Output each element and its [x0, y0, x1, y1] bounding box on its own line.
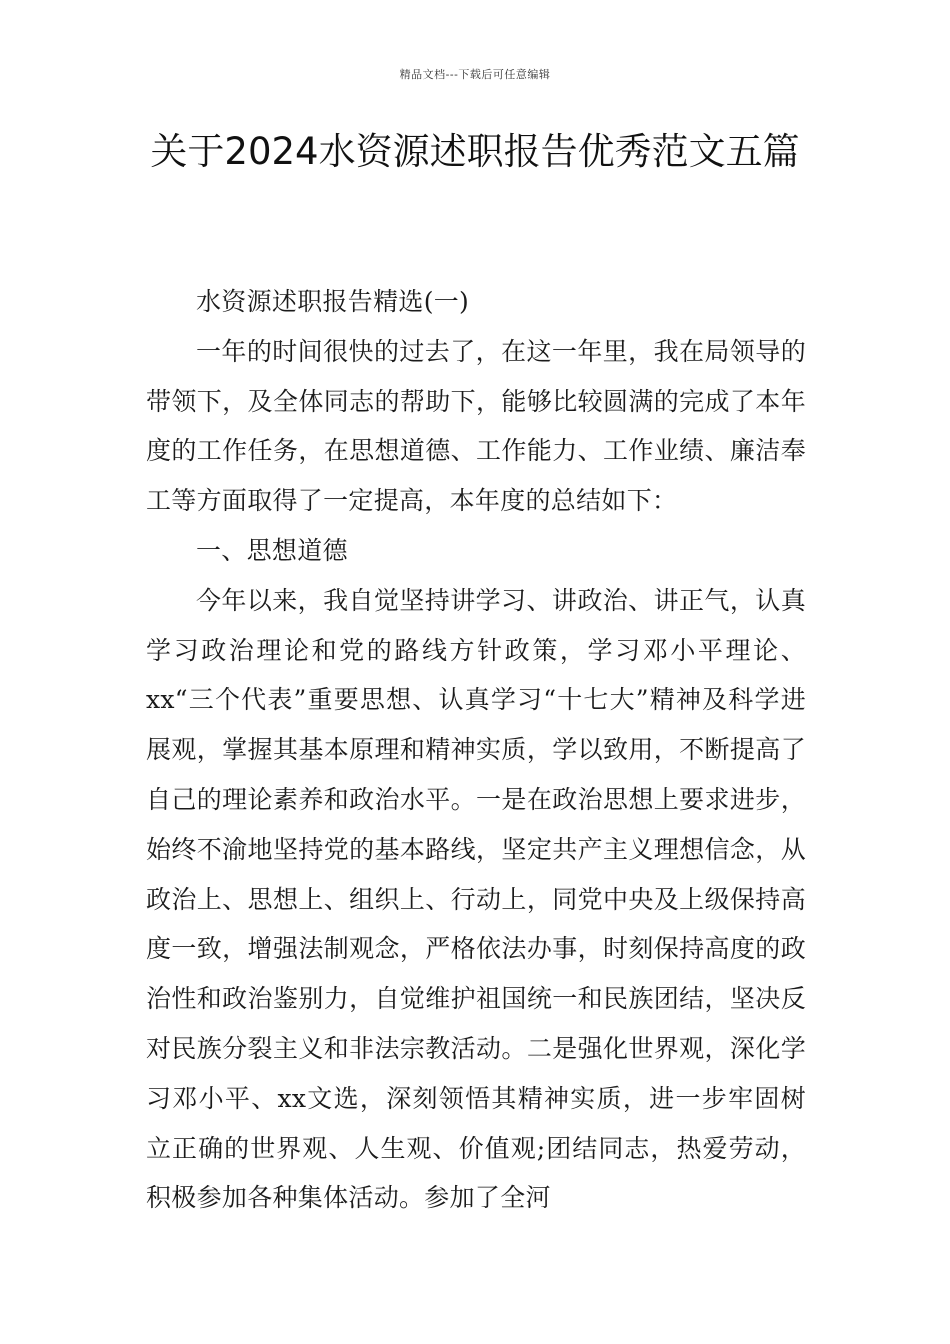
subheading-ideology: 一、思想道德	[196, 535, 348, 565]
paragraph-intro: 一年的时间很快的过去了，在这一年里，我在局领导的带领下，及全体同志的帮助下，能够比较圆满的完成了本年度的工作任务，在思想道德、工作能力、工作业绩、廉洁奉工等方面取得了一定提高，本年度的总结如下：	[146, 336, 806, 516]
document-title: 关于2024水资源述职报告优秀范文五篇	[150, 130, 800, 173]
header-note: 精品文档---下载后可任意编辑	[399, 68, 551, 81]
paragraph-ideology: 今年以来，我自觉坚持讲学习、讲政治、讲正气，认真学习政治理论和党的路线方针政策，学习邓小平理论、xx“三个代表”重要思想、认真学习“十七大”精神及科学进展观，掌握其基本原理和精神实质，学以致用，不断提高了自己的理论素养和政治水平。一是在政治思想上要求进步，始终不渝地坚持党的基本路线，坚定共产主义理想信念，从政治上、思想上、组织上、行动上，同党中央及上级保持高度一致，增强法制观念，严格依法办事，时刻保持高度的政治性和政治鉴别力，自觉维护祖国统一和民族团结，坚决反对民族分裂主义和非法宗教活动。二是强化世界观，深化学习邓小平、xx文选，深刻领悟其精神实质，进一步牢固树立正确的世界观、人生观、价值观;团结同志，热爱劳动，积极参加各种集体活动。参加了全河	[146, 585, 806, 1213]
section-heading: 水资源述职报告精选(一)	[196, 287, 470, 316]
document-body	[146, 277, 806, 1223]
